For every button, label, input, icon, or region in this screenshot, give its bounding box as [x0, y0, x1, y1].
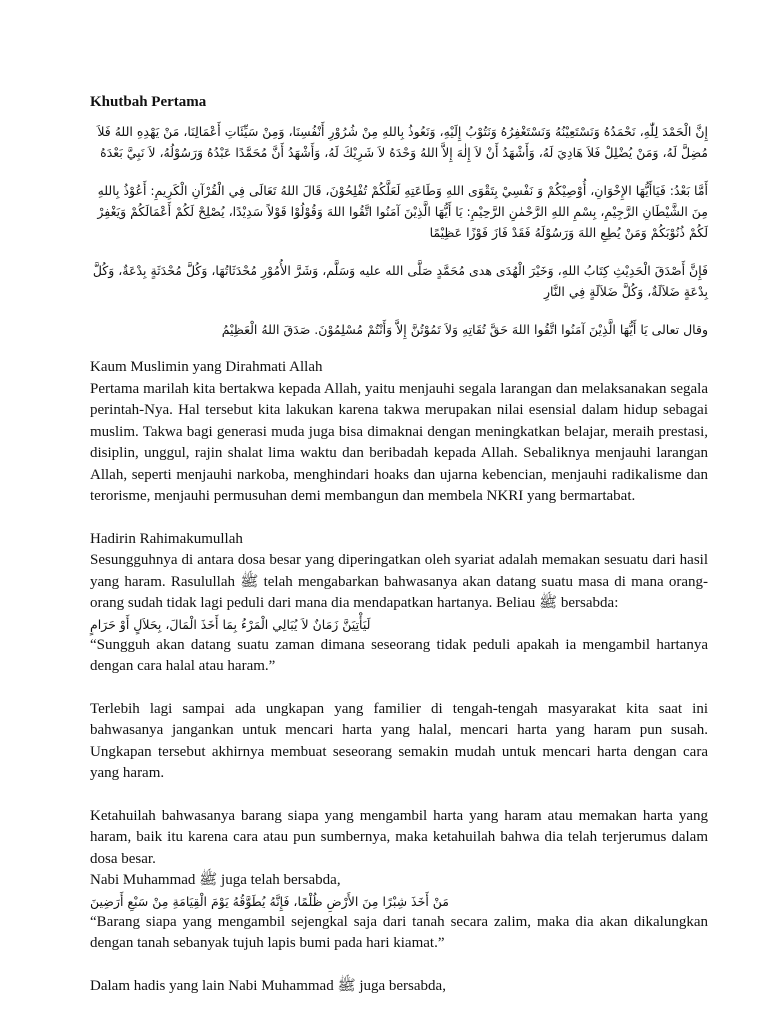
- spacer: [90, 955, 708, 976]
- spacer: [90, 785, 708, 806]
- arabic-opening-3: فَإِنَّ أَصْدَقَ الْحَدِيْثِ كِتَابُ اللهِ، وَخَيْرَ الْهُدَى هدى مُحَمَّدٍ صَلَّى الله عليه وَسَلَّم، وَشَرَّ الأُمُوْرِ مُحْدَثَاتُهَا، وَكُلَّ مُحْدَثَةٍ بِدْعَةٌ، وَكُلَّ بِدْعَةٍ ضَلاَلَةٌ، وَكُلَّ ضَلاَلَةٍ فِي النَّارِ: [92, 263, 708, 299]
- spacer: [90, 678, 708, 699]
- hadith-3-intro: Dalam hadis yang lain Nabi Muhammad ﷺ juga bersabda,: [90, 977, 446, 994]
- paragraph-1: Pertama marilah kita bertakwa kepada Allah, yaitu menjauhi segala larangan dan melaksanakan segala perintah-Nya. Hal tersebut kita lakukan karena takwa merupakan nilai esensial dalam hidup sebagai muslim. Takwa bagi generasi muda juga bisa dimaknai dengan meningkatkan belajar, meraih prestasi, disiplin, unggul, rajin shalat lima waktu dan beribadah kepada Allah. Sebaliknya menjauhi larangan Allah, seperti menjauhi narkoba, menghindari hoaks dan ujarna kebencian, menjauhi radikalisme dan terorisme, menjauhi permusuhan demi membangun dan membela NKRI yang bermartabat.: [90, 380, 708, 504]
- paragraph-3: Terlebih lagi sampai ada ungkapan yang familier di tengah-tengah masyarakat kita saat ini bahwasanya jangankan untuk mencari harta yang halal, mencari harta yang haram pun susah. Ungkapan tersebut akhirnya membuat seseorang semakin mudah untuk mencari harta dengan cara yang haram.: [90, 700, 708, 781]
- document-title: Khutbah Pertama: [90, 94, 207, 110]
- hadith-1-translation: “Sungguh akan datang suatu zaman dimana seseorang tidak peduli apakah ia mengambil hartanya dengan cara halal atau haram.”: [90, 636, 708, 674]
- arabic-opening-2: أَمَّا بَعْدُ: فَيَاأَيُّهَا الإِخْوَانِ، أُوْصِيْكُمْ وَ نَفْسِيْ بِتَقْوَى اللهِ وَطَاعَتِهِ لَعَلَّكُمْ تُفْلِحُوْنَ، قَالَ اللهُ تَعَالَى فِي الْقُرْآنِ الْكَرِيمِ: أَعُوْذُ بِاللهِ مِنَ الشَّيْطَانِ الرَّجِيْمِ، بِسْمِ اللهِ الرَّحْمٰنِ الرَّحِيْمِ: يَا أَيُّهَا الَّذِيْنَ آمَنُوا اتَّقُوا اللهَ وَقُوْلُوْا قَوْلاً سَدِيْدًا، يُصْلِحْ لَكُمْ أَعْمَالَكُمْ وَيَغْفِرْ لَكُمْ ذُنُوْبَكُمْ وَمَنْ يُطِعِ اللهَ وَرَسُوْلَهُ فَقَدْ فَازَ فَوْزًا عَظِيْمًا: [97, 183, 708, 240]
- spacer: [90, 508, 708, 529]
- salutation-2: Hadirin Rahimakumullah: [90, 530, 243, 547]
- salutation-1: Kaum Muslimin yang Dirahmati Allah: [90, 359, 323, 375]
- hadith-2-intro: Nabi Muhammad ﷺ juga telah bersabda,: [90, 872, 341, 888]
- arabic-opening-4: وقال تعالى يَا أَيُّهَا الَّذِيْنَ آمَنُوا اتَّقُوا اللهَ حَقَّ تُقَاتِهِ وَلاَ تَمُوْتُنَّ إِلاَّ وَأَنْتُمْ مُسْلِمُوْنَ. صَدَقَ اللهُ الْعَظِيْمُ: [221, 322, 708, 337]
- arabic-opening-1: إِنَّ الْحَمْدَ لِلّٰهِ، نَحْمَدُهُ وَنَسْتَعِيْنُهُ وَنَسْتَغْفِرُهُ وَنَتُوْبُ إِلَيْهِ، وَنَعُوذُ بِاللهِ مِنْ شُرُوْرِ أَنْفُسِنَا، وَمِنْ سَيِّئَاتِ أَعْمَالِنَا، مَنْ يَهْدِهِ اللهُ فَلاَ مُضِلَّ لَهُ، وَمَنْ يُضْلِلْ فَلاَ هَادِيَ لَهُ، وَأَشْهَدُ أَنْ لاَ إِلٰهَ إِلاَّ اللهُ وَحْدَهُ لاَ شَرِيْكَ لَهُ، وَأَشْهَدُ أَنَّ مُحَمَّدًا عَبْدُهُ وَرَسُوْلُهُ، لاَ نَبِيَّ بَعْدَهُ: [97, 124, 708, 160]
- hadith-2-arabic: مَنْ أَخَذَ شِبْرًا مِنَ الأَرْضِ ظُلْمًا، فَإِنَّهُ يُطَوَّقُهُ يَوْمَ الْقِيَامَةِ مِنْ سَبْعِ أَرَضِينَ: [90, 893, 449, 909]
- paragraph-2: Sesungguhnya di antara dosa besar yang diperingatkan oleh syariat adalah memakan sesuatu dari hasil yang haram. Rasulullah ﷺ telah mengabarkan bahwasanya akan datang suatu masa di mana orang-orang sudah tidak lagi peduli dari mana dia mendapatkan hartanya. Beliau ﷺ bersabda:: [90, 552, 709, 611]
- hadith-1-arabic: لَيَأْتِيَنَّ زَمَانٌ لاَ يُبَالِي الْمَرْءُ بِمَا أَخَذَ الْمَالَ، بِحَلاَلٍ أَوْ حَرَامٍ: [90, 616, 371, 632]
- document-body: [90, 93, 708, 997]
- paragraph-4: Ketahuilah bahwasanya barang siapa yang mengambil harta yang haram atau memakan harta yang haram, baik itu karena cara atau pun sumbernya, maka ketahuilah bahwa dia telah terjerumus dalam dosa besar.: [90, 807, 708, 867]
- hadith-2-translation: “Barang siapa yang mengambil sejengkal saja dari tanah secara zalim, maka dia akan dikalungkan dengan tanah sebanyak tujuh lapis bumi pada hari kiamat.”: [90, 913, 708, 951]
